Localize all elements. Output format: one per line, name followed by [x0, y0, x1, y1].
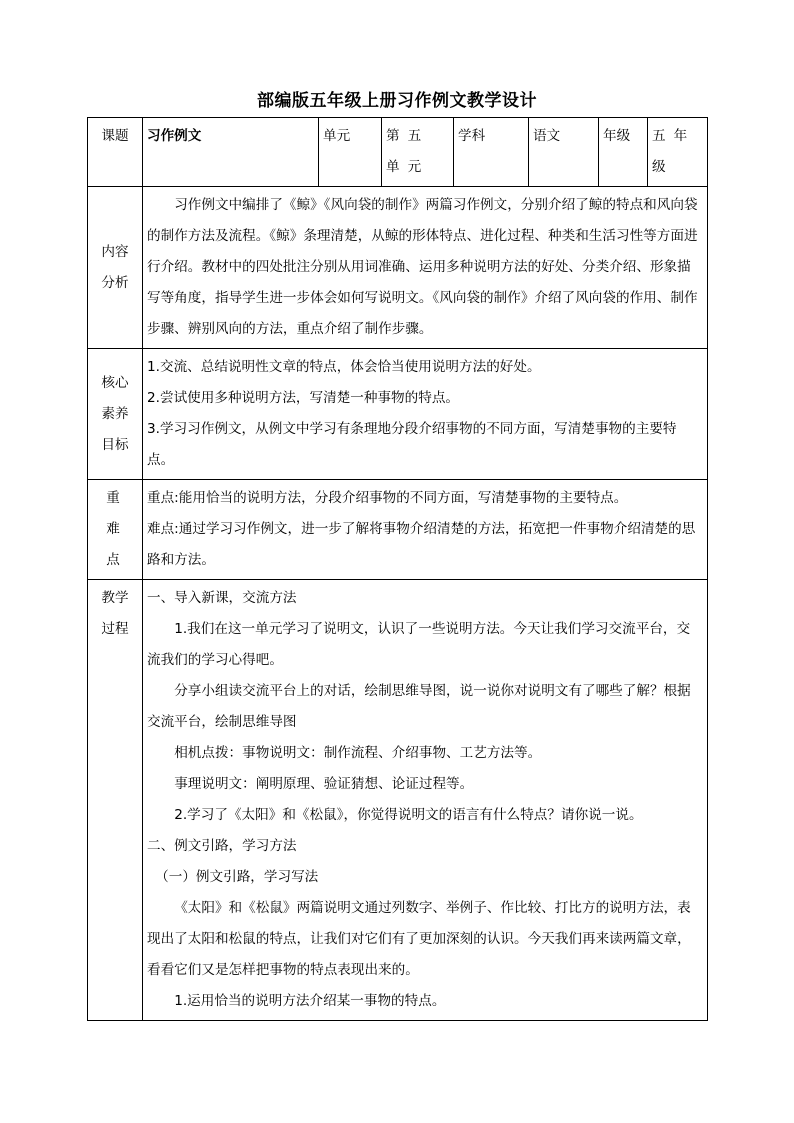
core-goals-label: [88, 349, 143, 480]
lesson-plan-table: [87, 117, 708, 1021]
core-goal-item: 1.交流、总结说明性文章的特点，体会恰当使用说明方法的好处。: [147, 359, 541, 375]
process-line: 二、例文引路，学习方法: [147, 838, 297, 854]
core-goals-cell: [143, 349, 708, 480]
difficulty-text: 难点:通过学习习作例文，进一步了解将事物介绍清楚的方法，拓宽把一件事物介绍清楚的思路和方法。: [147, 521, 696, 568]
process-row: [88, 580, 708, 1021]
header-row: [88, 118, 708, 187]
process-line: 1.运用恰当的说明方法介绍某一事物的特点。: [174, 993, 446, 1009]
unit-value: 第五单元: [382, 118, 454, 187]
unit-label: 单元: [319, 118, 382, 187]
process-label: [88, 580, 143, 1021]
key-points-label: [88, 480, 143, 580]
core-goals-row: [88, 349, 708, 480]
topic-value: 习作例文: [143, 118, 319, 187]
core-goal-item: 3.学习习作例文，从例文中学习有条理地分段介绍事物的不同方面，写清楚事物的主要特点。: [147, 421, 677, 468]
document-title: 部编版五年级上册习作例文教学设计: [257, 91, 537, 111]
key-point-text: 重点:能用恰当的说明方法，分段介绍事物的不同方面，写清楚事物的主要特点。: [147, 490, 628, 506]
core-goal-item: 2.尝试使用多种说明方法，写清楚一种事物的特点。: [147, 390, 460, 406]
subject-value: 语文: [529, 118, 599, 187]
process-cell: [143, 580, 708, 1021]
process-line: 《太阳》和《松鼠》两篇说明文通过列数字、举例子、作比较、打比方的说明方法，表现出了太阳和松鼠的特点，让我们对它们有了更加深刻的认识。今天我们再来读两篇文章，看看它们又是怎样把事物的特点表现出来的。: [147, 900, 691, 978]
topic-label: 课题: [88, 118, 143, 187]
content-analysis-label-text: 内容分析: [101, 243, 129, 291]
process-line: （一）例文引路，学习写法: [155, 869, 319, 885]
process-label-text: 教学过程: [101, 590, 129, 637]
core-goals-label-text: 核心素养目标: [101, 374, 129, 453]
process-line: 1.我们在这一单元学习了说明文，认识了一些说明方法。今天让我们学习交流平台，交流我们的学习心得吧。: [147, 621, 691, 668]
content-analysis-text: 习作例文中编排了《鲸》《风向袋的制作》两篇习作例文，分别介绍了鲸的特点和风向袋的制作方法及流程。《鲸》条理清楚，从鲸的形体特点、进化过程、种类和生活习性等方面进行介绍。教材中的四处批注分别从用词准确、运用多种说明方法的好处、分类介绍、形象描写等角度，指导学生进一步体会如何写说明文。《风向袋的制作》介绍了风向袋的作用、制作步骤、辨别风向的方法，重点介绍了制作步骤。: [147, 197, 698, 337]
process-line: 一、导入新课，交流方法: [147, 590, 297, 606]
process-line: 相机点拨：事物说明文：制作流程、介绍事物、工艺方法等。: [174, 745, 542, 761]
content-analysis-row: [88, 187, 708, 349]
key-points-row: [88, 480, 708, 580]
process-line: 事理说明文：阐明原理、验证猜想、论证过程等。: [174, 776, 474, 792]
grade-value: 五年级: [648, 118, 708, 187]
process-line: 分享小组读交流平台上的对话，绘制思维导图，说一说你对说明文有了哪些了解？根据交流平台，绘制思维导图: [147, 683, 691, 730]
grade-label: 年级: [599, 118, 648, 187]
key-points-cell: [143, 480, 708, 580]
subject-label: 学科: [454, 118, 529, 187]
content-analysis-label: [88, 187, 143, 349]
content-analysis-cell: [143, 187, 708, 349]
process-line: 2.学习了《太阳》和《松鼠》，你觉得说明文的语言有什么特点？请你说一说。: [174, 807, 643, 823]
key-points-label-text: 重难点: [106, 490, 124, 568]
